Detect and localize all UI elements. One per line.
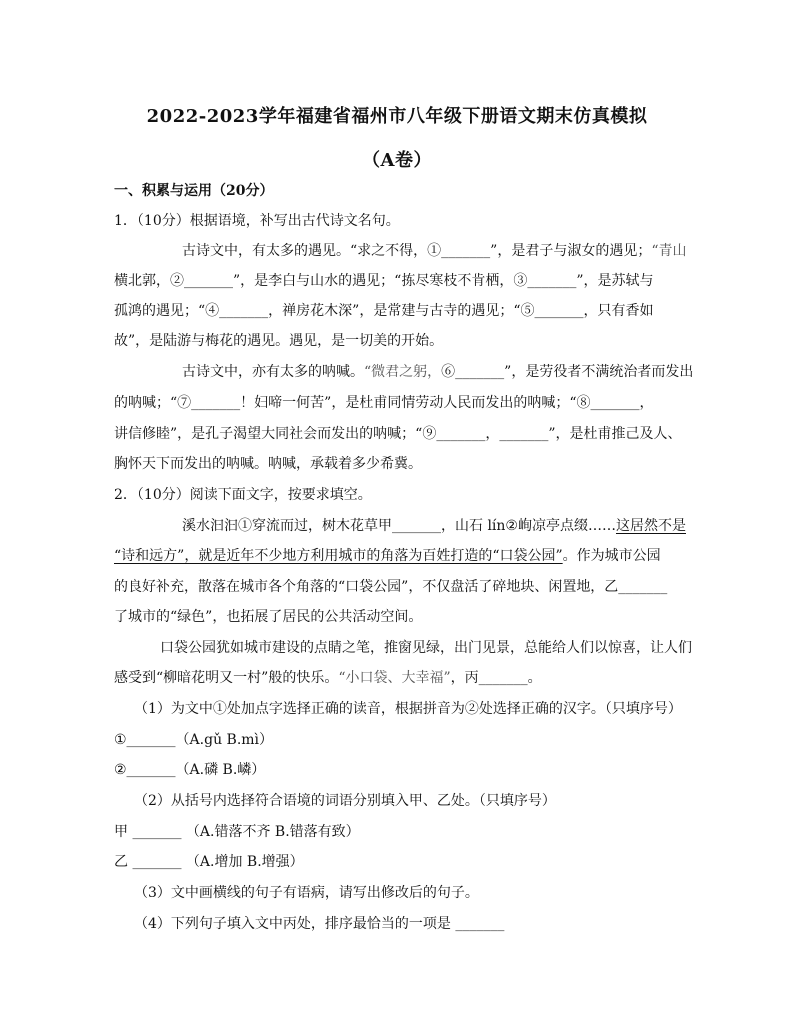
- q2-para2-line1: 口袋公园犹如城市建设的点睛之笔，推窗见绿，出门见景，总能给人们以惊喜，让人们: [160, 640, 692, 656]
- q2-sub3: （3）文中画横线的句子有语病，请写出修改后的句子。: [134, 885, 479, 901]
- q1-para1-line1: 古诗文中，有太多的遇见。“求之不得，①_______”，是君子与淑女的遇见；“青山: [182, 243, 687, 259]
- section-heading: 一、积累与运用（20分）: [114, 183, 274, 199]
- q2-sub2-option2: 乙 _______ （A.增加 B.增强）: [114, 854, 304, 870]
- q2-para2-line2: 感受到“柳暗花明又一村”般的快乐。“小口袋、大幸福”，丙_______。: [114, 670, 542, 686]
- q2-para1-line4: 了城市的“绿色”，也拓展了居民的公共活动空间。: [114, 609, 423, 625]
- question-2-stem: 2．（10分）阅读下面文字，按要求填空。: [114, 487, 372, 503]
- q2-sub2: （2）从括号内选择符合语境的词语分别填入甲、乙处。（只填序号）: [134, 793, 556, 809]
- q1-para1-line4: 故”，是陆游与梅花的遇见。遇见，是一切美的开始。: [114, 333, 444, 349]
- q2-sub1-option1: ①_______（A.gǔ B.mì）: [114, 732, 274, 748]
- document-subtitle: （A卷）: [362, 150, 432, 171]
- question-1-stem: 1．（10分）根据语境，补写出古代诗文名句。: [114, 213, 400, 229]
- q1-para1-line2: 横北郭，②_______”，是李白与山水的遇见；“拣尽寒枝不肯栖，③_______”，是苏轼与: [114, 273, 654, 289]
- q1-para2-line3: 讲信修睦”，是孔子渴望大同社会而发出的呐喊；“⑨_______，_______”，是杜甫推己及人、: [114, 426, 682, 442]
- q1-para2-line1: 古诗文中，亦有太多的呐喊。“微君之躬，⑥_______”，是劳役者不满统治者而发出: [182, 364, 694, 380]
- q2-sub2-option1: 甲 _______ （A.错落不齐 B.错落有致）: [114, 824, 360, 840]
- q1-para1-line3: 孤鸿的遇见；“④_______，禅房花木深”，是常建与古寺的遇见；“⑤_______，只有香如: [114, 303, 654, 319]
- document-title: 2022-2023学年福建省福州市八年级下册语文期末仿真模拟: [146, 106, 648, 127]
- q2-para1-line3: 的良好补充，散落在城市各个角落的“口袋公园”，不仅盘活了碎地块、闲置地，乙_______: [114, 579, 668, 595]
- q1-para2-line2: 的呐喊；“⑦_______！妇啼一何苦”，是杜甫同情劳动人民而发出的呐喊；“⑧_______，: [114, 395, 654, 411]
- q2-para1-line1: 溪水汩汩①穿流而过，树木花草甲_______，山石 lín②峋凉亭点缀……这居然不是: [182, 518, 686, 534]
- q1-para2-line4: 胸怀天下而发出的呐喊。呐喊，承载着多少希冀。: [114, 456, 422, 472]
- q2-sub4: （4）下列句子填入文中丙处，排序最恰当的一项是 _______: [134, 916, 505, 932]
- q2-sub1-option2: ②_______（A.磷 B.嶙）: [114, 762, 266, 778]
- q2-sub1: （1）为文中①处加点字选择正确的读音，根据拼音为②处选择正确的汉字。（只填序号）: [134, 701, 682, 717]
- q2-para1-line2: “诗和远方”，就是近年不少地方利用城市的角落为百姓打造的“口袋公园”。作为城市公园: [114, 548, 661, 564]
